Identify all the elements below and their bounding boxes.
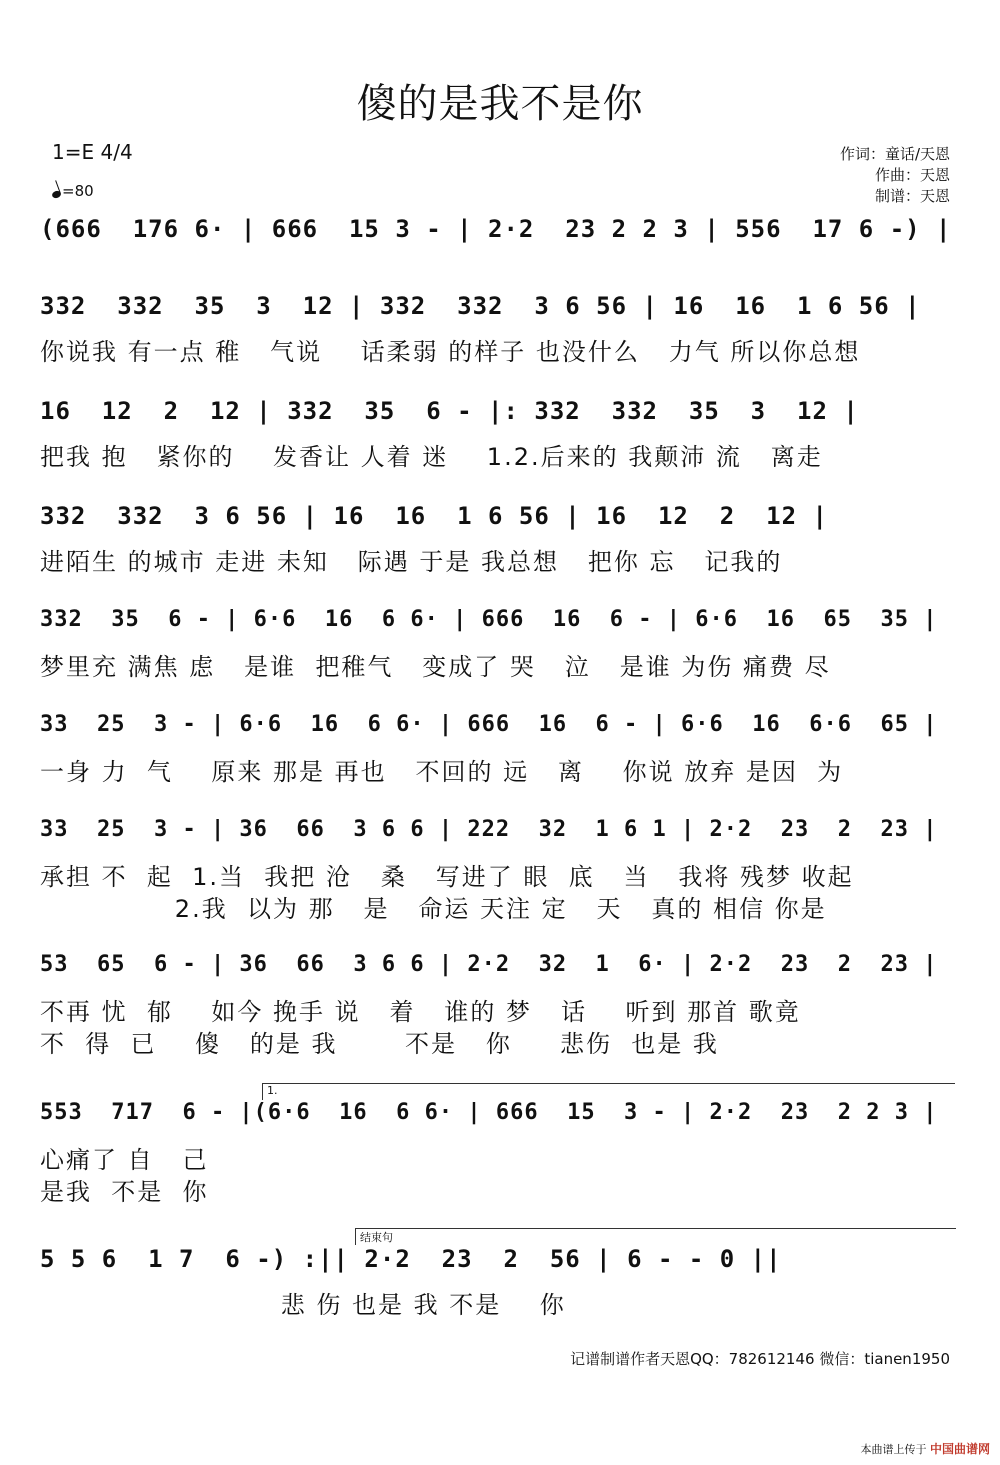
lyricist-credit: 作词：童话/天恩 bbox=[839, 145, 950, 163]
lyric-line bbox=[40, 255, 960, 287]
volta-label: 1. bbox=[267, 1084, 278, 1097]
score-row bbox=[40, 712, 960, 816]
score-row bbox=[40, 502, 960, 606]
lyric-line: 2.我 以为 那 是 命运 天注 定 天 真的 相信 你是 bbox=[40, 895, 827, 923]
lyric-line: 进陌生 的城市 走进 未知 际遇 于是 我总想 把你 忘 记我的 bbox=[40, 548, 783, 576]
lyric-line bbox=[40, 574, 960, 606]
notation-line: 553 717 6 - |(6·6 16 6 6· | 666 15 3 - | 2·2 23 2 2 3 | bbox=[40, 1100, 938, 1125]
lyric-line bbox=[40, 1317, 960, 1349]
page-title: 傻的是我不是你 bbox=[356, 81, 644, 127]
notation-line: 33 25 3 - | 6·6 16 6 6· | 666 16 6 - | 6·6 16 6·6 65 | bbox=[40, 712, 938, 737]
lyric-line: 不 得 已 傻 的是 我 不是 你 悲伤 也是 我 bbox=[40, 1030, 719, 1058]
upload-credit bbox=[860, 1440, 990, 1457]
score-row bbox=[40, 817, 960, 921]
tempo-value: =80 bbox=[62, 182, 94, 200]
lyric-line bbox=[40, 469, 960, 501]
notation-line: 332 332 35 3 12 | 332 332 3 6 56 | 16 16 1 6 56 | bbox=[40, 292, 921, 320]
notation-line: 332 332 3 6 56 | 16 16 1 6 56 | 16 12 2 12 | bbox=[40, 502, 828, 530]
credits bbox=[840, 144, 950, 207]
site-name[interactable]: 中国曲谱网 bbox=[929, 1442, 990, 1456]
lyric-line: 悲 伤 也是 我 不是 你 bbox=[40, 1291, 566, 1319]
score-row bbox=[40, 397, 960, 501]
lyric-line: 梦里充 满焦 虑 是谁 把稚气 变成了 哭 泣 是谁 为伤 痛费 尽 bbox=[40, 653, 831, 681]
ending-label: 结束句 bbox=[360, 1231, 393, 1244]
notation-line: (666 176 6· | 666 15 3 - | 2·2 23 2 2 3 | 556 17 6 -) | bbox=[40, 215, 952, 243]
lyric-line: 是我 不是 你 bbox=[40, 1178, 209, 1206]
notation-line: 53 65 6 - | 36 66 3 6 6 | 2·2 32 1 6· | 2·2 23 2 23 | bbox=[40, 952, 938, 977]
quarter-note-icon bbox=[51, 190, 62, 200]
lyric-line: 承担 不 起 1.当 我把 沧 桑 写进了 眼 底 当 我将 残梦 收起 bbox=[40, 863, 854, 891]
lyric-line bbox=[40, 784, 960, 816]
score-row bbox=[40, 607, 960, 711]
score-row bbox=[40, 1245, 960, 1349]
ending-bracket bbox=[355, 1228, 956, 1245]
key-signature: 1=E 4/4 bbox=[52, 140, 133, 164]
arranger-credit: 制谱：天恩 bbox=[874, 187, 950, 205]
lyric-line: 一身 力 气 原来 那是 再也 不回的 远 离 你说 放弃 是因 为 bbox=[40, 758, 844, 786]
lyric-line: 把我 抱 紧你的 发香让 人着 迷 1.2.后来的 我颠沛 流 离走 bbox=[40, 443, 823, 471]
score-row bbox=[40, 1100, 960, 1204]
lyric-line: 你说我 有一点 稚 气说 话柔弱 的样子 也没什么 力气 所以你总想 bbox=[40, 338, 861, 366]
lyric-line: 不再 忧 郁 如今 挽手 说 着 谁的 梦 话 听到 那首 歌竟 bbox=[40, 998, 801, 1026]
lyric-line: 心痛了 自 己 bbox=[40, 1146, 209, 1174]
lyric-line bbox=[40, 364, 960, 396]
tempo-marking bbox=[52, 182, 94, 200]
upload-prefix: 本曲谱上传于 bbox=[860, 1443, 927, 1456]
notation-line: 5 5 6 1 7 6 -) :|| 2·2 23 2 56 | 6 - - 0 || bbox=[40, 1245, 782, 1273]
score-row bbox=[40, 952, 960, 1056]
notation-line: 33 25 3 - | 36 66 3 6 6 | 222 32 1 6 1 | 2·2 23 2 23 | bbox=[40, 817, 938, 842]
author-footer: 记谱制谱作者天恩QQ：782612146 微信：tianen1950 bbox=[570, 1350, 950, 1368]
composer-credit: 作曲：天恩 bbox=[874, 166, 950, 184]
notation-line: 16 12 2 12 | 332 35 6 - |: 332 332 35 3 12 | bbox=[40, 397, 859, 425]
notation-line: 332 35 6 - | 6·6 16 6 6· | 666 16 6 - | 6·6 16 65 35 | bbox=[40, 607, 938, 632]
score-row bbox=[40, 292, 960, 396]
volta-bracket-1 bbox=[262, 1083, 955, 1100]
lyric-line bbox=[40, 679, 960, 711]
